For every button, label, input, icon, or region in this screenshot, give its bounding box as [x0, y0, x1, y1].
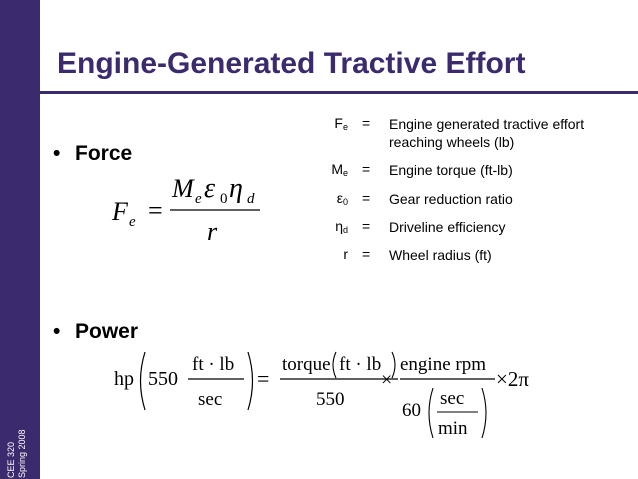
sidebar-band [0, 0, 40, 479]
power-ftlb2: ft · lb [339, 354, 382, 375]
power-sec: sec [198, 389, 223, 410]
definition-equals: = [362, 246, 371, 262]
definition-symbol: $\varepsilon_0$ [336, 190, 348, 207]
definition-text: Engine torque (ft-lb) [389, 162, 513, 178]
paren-left [141, 352, 146, 410]
power-equals: = [257, 366, 270, 391]
definition-text: Wheel radius (ft) [389, 247, 492, 263]
definition-symbol: $F_e$ [334, 115, 348, 132]
power-torque: torque [282, 354, 331, 375]
slide-title: Engine-Generated Tractive Effort [57, 47, 526, 80]
power-times: × [381, 369, 393, 391]
power-den550: 550 [316, 389, 345, 410]
bullet-power-label: Power [75, 320, 139, 343]
paren-right [248, 352, 253, 410]
definition-symbol: $M_e$ [331, 161, 348, 178]
force-equals: = [148, 196, 163, 225]
paren-right [392, 352, 395, 378]
paren-right [482, 388, 486, 438]
definition-equals: = [362, 161, 371, 177]
force-num-m: M [172, 174, 194, 203]
power-min: min [438, 418, 468, 439]
sidebar-footer [6, 429, 28, 478]
definition-equals: = [362, 190, 371, 206]
term-label: Spring 2008 [17, 429, 27, 478]
force-num-eps: ε [204, 173, 216, 204]
course-label: CEE 320 [6, 441, 16, 478]
bullet-force-label: Force [75, 142, 133, 165]
definition-text: Engine generated tractive effort reaching wheels (lb) [389, 116, 585, 150]
power-formula [100, 338, 550, 448]
force-num-eps-sub: 0 [220, 191, 228, 207]
bullet-marker: • [53, 320, 61, 343]
force-num-m-sub: e [195, 191, 202, 207]
force-num-eta-sub: d [247, 191, 255, 207]
force-den: r [207, 217, 218, 246]
power-550: 550 [148, 368, 178, 390]
definition-text: Gear reduction ratio [389, 191, 513, 207]
power-ftlb: ft · lb [192, 354, 235, 375]
power-engine-rpm: engine rpm [400, 354, 487, 375]
definition-equals: = [362, 218, 371, 234]
power-sec2: sec [440, 388, 465, 409]
power-60: 60 [402, 400, 421, 421]
bullet-marker: • [53, 142, 61, 165]
paren-left [429, 388, 433, 438]
force-formula [90, 160, 290, 250]
power-hp: hp [114, 368, 134, 390]
force-lhs: F [112, 197, 128, 226]
title-divider [40, 91, 638, 94]
definition-symbol: $\eta_d$ [335, 218, 348, 235]
definition-equals: = [362, 115, 371, 131]
definition-text: Driveline efficiency [389, 219, 506, 235]
force-num-eta: η [229, 173, 243, 204]
definition-symbol: r [343, 246, 348, 262]
force-lhs-sub: e [129, 214, 136, 230]
paren-left [333, 352, 336, 378]
power-two-pi: ×2π [496, 367, 529, 391]
